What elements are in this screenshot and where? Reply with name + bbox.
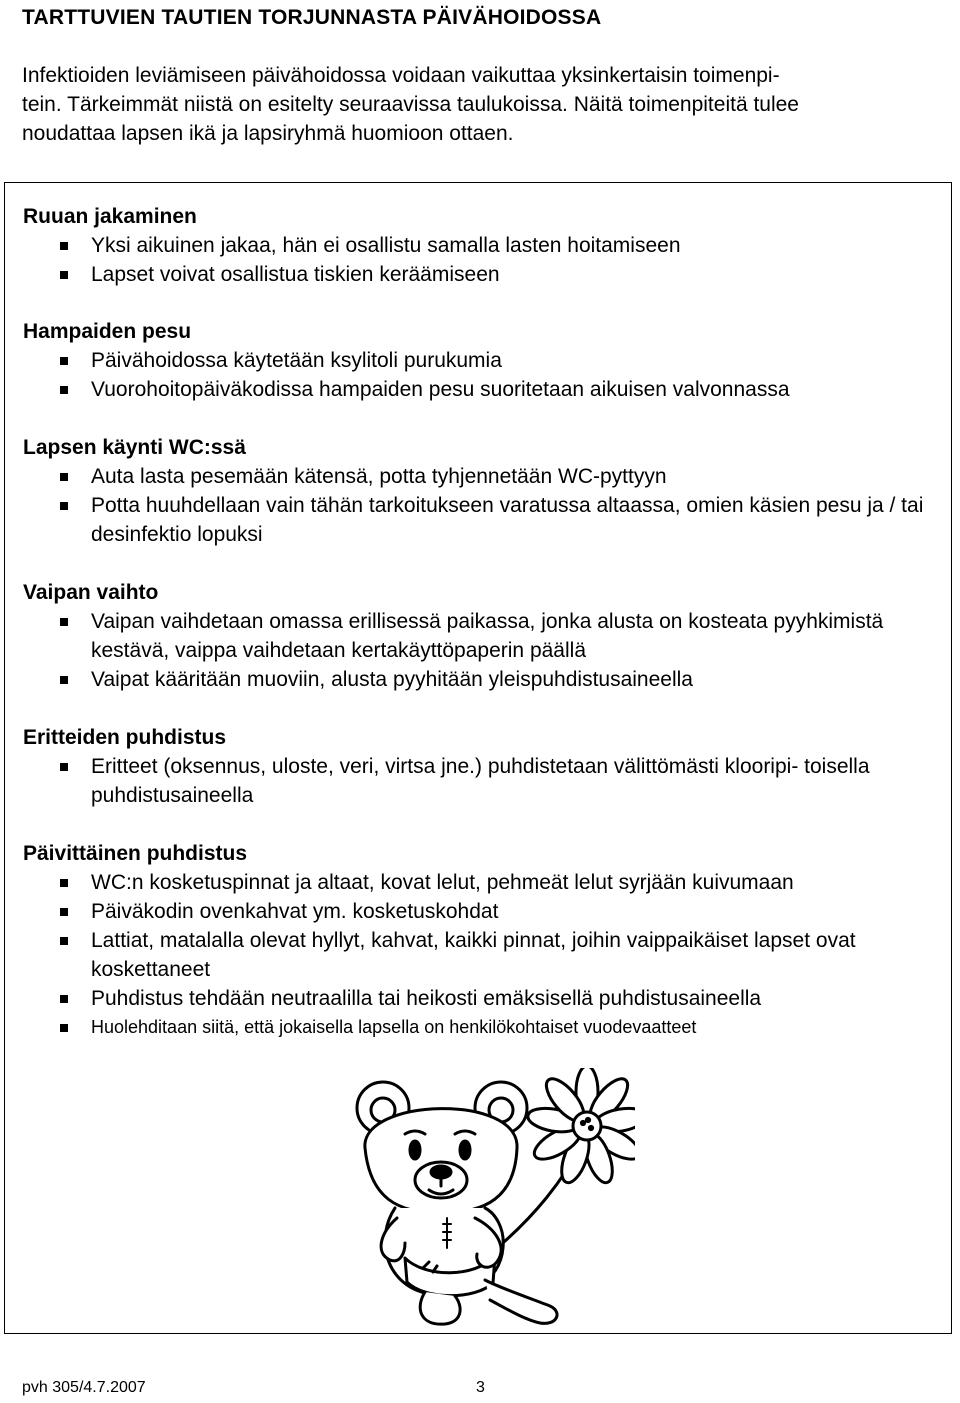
bullet-icon bbox=[60, 502, 68, 510]
intro-paragraph bbox=[22, 61, 942, 148]
section-food-serving bbox=[23, 202, 943, 289]
section-heading: Eritteiden puhdistus bbox=[23, 726, 227, 749]
bullet-icon bbox=[60, 242, 68, 250]
list-item-text: WC:n kosketuspinnat ja altaat, kovat lelut, pehmeät lelut syrjään kuivumaan bbox=[91, 871, 794, 894]
list-item bbox=[23, 346, 943, 375]
bullet-icon bbox=[60, 1024, 68, 1032]
intro-line: tein. Tärkeimmät niistä on esitelty seuraavissa taulukoissa. Näitä toimenpiteitä tulee bbox=[22, 93, 799, 116]
list-item bbox=[23, 462, 943, 491]
list-item-text: Auta lasta pesemään kätensä, potta tyhjennetään WC-pyttyyn bbox=[91, 465, 667, 488]
intro-line: noudattaa lapsen ikä ja lapsiryhmä huomioon ottaen. bbox=[22, 122, 514, 145]
list-item-text: Huolehditaan siitä, että jokaisella lapsella on henkilökohtaiset vuodevaatteet bbox=[91, 1017, 697, 1037]
list-item-text: Vaipat kääritään muoviin, alusta pyyhitään yleispuhdistusaineella bbox=[91, 668, 693, 691]
bullet-icon bbox=[60, 271, 68, 279]
section-tooth-brushing bbox=[23, 317, 943, 404]
list-item bbox=[23, 607, 943, 665]
list-item bbox=[23, 926, 943, 984]
intro-line: Infektioiden leviämiseen päivähoidossa voidaan vaikuttaa yksinkertaisin toimenpi- bbox=[22, 64, 780, 87]
section-excretion-cleaning bbox=[23, 723, 943, 810]
list-item bbox=[23, 1013, 943, 1042]
list-item bbox=[23, 260, 943, 289]
bullet-icon bbox=[60, 937, 68, 945]
bullet-icon bbox=[60, 676, 68, 684]
list-item-text: Vuorohoitopäiväkodissa hampaiden pesu suoritetaan aikuisen valvonnassa bbox=[91, 378, 790, 401]
list-item-text: Päivähoidossa käytetään ksylitoli purukumia bbox=[91, 349, 502, 372]
bullet-icon bbox=[60, 879, 68, 887]
list-item-text: Puhdistus tehdään neutraalilla tai heikosti emäksisellä puhdistusaineella bbox=[91, 987, 762, 1010]
list-item-text: Lapset voivat osallistua tiskien keräämiseen bbox=[91, 263, 500, 286]
section-heading: Hampaiden pesu bbox=[23, 320, 192, 343]
section-diaper-change bbox=[23, 578, 943, 694]
footer-doc-id: pvh 305/4.7.2007 bbox=[22, 1379, 146, 1396]
list-item bbox=[23, 897, 943, 926]
list-item-text: Päiväkodin ovenkahvat ym. kosketuskohdat bbox=[91, 900, 499, 923]
bullet-icon bbox=[60, 618, 68, 626]
list-item bbox=[23, 665, 943, 694]
section-heading: Vaipan vaihto bbox=[23, 581, 159, 604]
list-item-text: Lattiat, matalalla olevat hyllyt, kahvat, kaikki pinnat, joihin vaippaikäiset lapset ovat koskettaneet bbox=[91, 929, 856, 981]
list-item bbox=[23, 752, 943, 810]
list-item bbox=[23, 984, 943, 1013]
flower-icon bbox=[526, 1068, 635, 1186]
list-item bbox=[23, 231, 943, 260]
list-item bbox=[23, 375, 943, 404]
list-item-text: Potta huuhdellaan vain tähän tarkoitukseen varatussa altaassa, omien käsien pesu ja / tai desinfektio lopuksi bbox=[91, 494, 924, 546]
content-box bbox=[4, 182, 952, 1334]
section-daily-cleaning bbox=[23, 839, 943, 1042]
bullet-icon bbox=[60, 386, 68, 394]
section-heading: Päivittäinen puhdistus bbox=[23, 842, 248, 865]
bullet-icon bbox=[60, 995, 68, 1003]
section-toilet-visit bbox=[23, 433, 943, 549]
list-item bbox=[23, 491, 943, 549]
section-heading: Lapsen käynti WC:ssä bbox=[23, 436, 246, 459]
list-item-text: Vaipan vaihdetaan omassa erillisessä paikassa, jonka alusta on kosteata pyyhkimistä kestävä, vaippa vaihdetaan kertakäyttöpaperin päällä bbox=[91, 610, 884, 662]
teddy-bear-illustration bbox=[335, 1068, 635, 1330]
footer-page-number: 3 bbox=[476, 1379, 485, 1396]
list-item bbox=[23, 868, 943, 897]
list-item-text: Eritteet (oksennus, uloste, veri, virtsa jne.) puhdistetaan välittömästi klooripi- toisella puhdistusaineella bbox=[91, 755, 870, 807]
list-item-text: Yksi aikuinen jakaa, hän ei osallistu samalla lasten hoitamiseen bbox=[91, 234, 681, 257]
page-title: TARTTUVIEN TAUTIEN TORJUNNASTA PÄIVÄHOIDOSSA bbox=[22, 6, 602, 29]
bullet-icon bbox=[60, 357, 68, 365]
section-heading: Ruuan jakaminen bbox=[23, 205, 197, 228]
bullet-icon bbox=[60, 908, 68, 916]
bullet-icon bbox=[60, 763, 68, 771]
bullet-icon bbox=[60, 473, 68, 481]
